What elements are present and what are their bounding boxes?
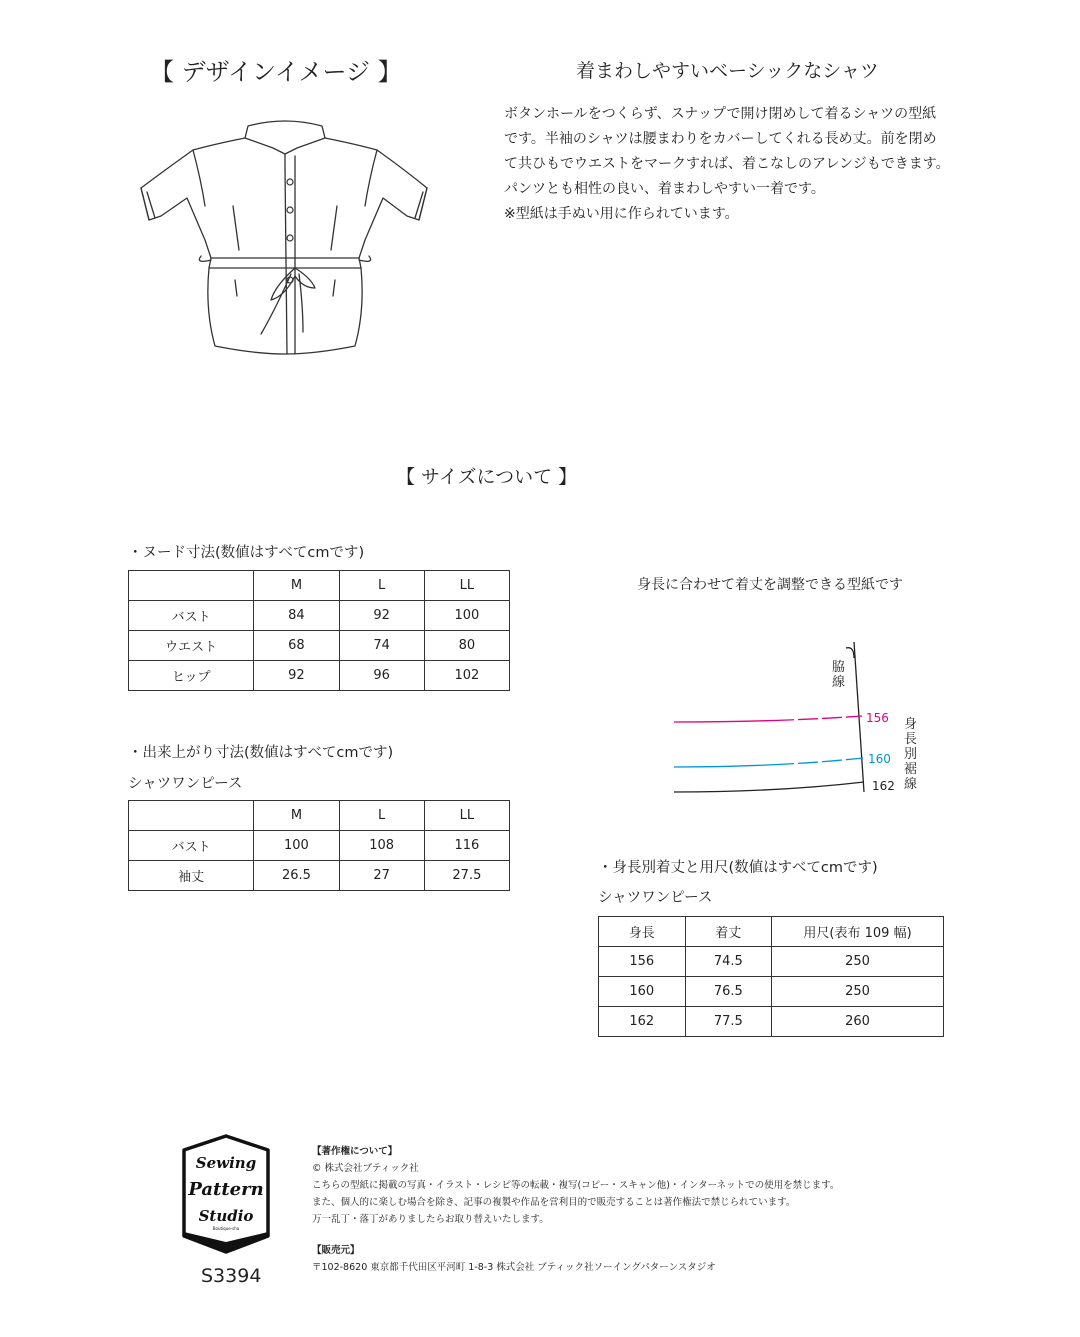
nude-table — [128, 570, 510, 691]
table-cell: M — [254, 571, 339, 601]
table-cell: 80 — [424, 631, 509, 661]
description-line: です。半袖のシャツは腰まわりをカバーしてくれる長め丈。前を閉め — [504, 131, 937, 147]
copyright-line: © 株式会社ブティック社 — [312, 1163, 419, 1174]
seller-line: 〒102-8620 東京都千代田区平河町 1-8-3 株式会社 ブティック社ソーイングパターンスタジオ — [312, 1262, 716, 1273]
size-heading: 【 サイズについて 】 — [396, 466, 578, 488]
table-cell: 92 — [339, 601, 424, 631]
table-cell: 着丈 — [685, 917, 772, 947]
finished-label: ・出来上がり寸法(数値はすべてcmです) — [128, 745, 394, 761]
sewing-pattern-studio-logo — [180, 1134, 272, 1254]
table-row — [129, 601, 510, 631]
table-cell — [129, 571, 254, 601]
yardage-sublabel: シャツワンピース — [598, 890, 713, 906]
finished-sublabel: シャツワンピース — [128, 776, 243, 792]
seller-heading: 【販売元】 — [312, 1245, 360, 1256]
table-cell: 77.5 — [685, 1007, 772, 1037]
table-cell: 27.5 — [424, 861, 509, 891]
logo-line: Pattern — [188, 1179, 264, 1200]
footer — [312, 1143, 839, 1276]
table-row — [129, 631, 510, 661]
side-seam-label: 脇線 — [832, 660, 846, 690]
table-cell: M — [254, 801, 339, 831]
table-cell: 74 — [339, 631, 424, 661]
copyright-line: 万一乱丁・落丁がありましたらお取り替えいたします。 — [312, 1214, 549, 1225]
hem-line-160 — [674, 758, 863, 767]
table-cell: LL — [424, 571, 509, 601]
table-row — [129, 831, 510, 861]
table-row — [129, 661, 510, 691]
nude-label: ・ヌード寸法(数値はすべてcmです) — [128, 545, 365, 561]
copyright-line: また、個人的に楽しむ場合を除き、記事の複製や作品を営利目的で販売することは著作権法で禁じられています。 — [312, 1197, 796, 1208]
table-cell: 156 — [599, 947, 686, 977]
table-cell: 用尺(表布 109 幅) — [772, 917, 944, 947]
hem-label: 身長別裾線 — [904, 717, 918, 792]
hem-label-156: 156 — [866, 711, 889, 725]
description-line: て共ひもでウエストをマークすれば、着こなしのアレンジもできます。 — [504, 156, 950, 172]
table-cell: 74.5 — [685, 947, 772, 977]
table-cell: 26.5 — [254, 861, 339, 891]
table-cell: LL — [424, 801, 509, 831]
table-cell: 96 — [339, 661, 424, 691]
table-cell: 160 — [599, 977, 686, 1007]
design-tagline: 着まわしやすいベーシックなシャツ — [576, 60, 879, 82]
table-cell: ヒップ — [129, 661, 254, 691]
logo-line: Sewing — [195, 1154, 257, 1172]
table-cell: 100 — [424, 601, 509, 631]
description-line: ボタンホールをつくらず、スナップで開け閉めして着るシャツの型紙 — [504, 106, 937, 122]
copyright-heading: 【著作権について】 — [312, 1146, 398, 1157]
table-cell: バスト — [129, 831, 254, 861]
table-cell: L — [339, 571, 424, 601]
table-cell: 102 — [424, 661, 509, 691]
hem-line-156 — [674, 716, 862, 722]
table-cell: 身長 — [599, 917, 686, 947]
table-row — [129, 861, 510, 891]
yardage-table — [598, 916, 944, 1037]
table-cell: 116 — [424, 831, 509, 861]
description-line: ※型紙は手ぬい用に作られています。 — [504, 206, 739, 222]
table-row — [599, 977, 944, 1007]
hem-label-162: 162 — [872, 779, 895, 793]
table-cell: ウエスト — [129, 631, 254, 661]
side-seam-pointer — [846, 648, 854, 658]
table-cell: 250 — [772, 977, 944, 1007]
table-header-row — [129, 571, 510, 601]
table-cell: 68 — [254, 631, 339, 661]
shirt-illustration — [135, 110, 435, 370]
table-header-row — [129, 801, 510, 831]
hem-line-162 — [674, 782, 864, 792]
table-cell — [129, 801, 254, 831]
table-cell: L — [339, 801, 424, 831]
logo-line: Studio — [198, 1207, 254, 1225]
table-cell: 260 — [772, 1007, 944, 1037]
table-cell: 84 — [254, 601, 339, 631]
logo-small-text: Boutique-sha — [212, 1226, 240, 1231]
product-code: S3394 — [201, 1265, 262, 1287]
design-heading: 【 デザインイメージ 】 — [150, 58, 402, 86]
yardage-label: ・身長別着丈と用尺(数値はすべてcmです) — [598, 860, 878, 876]
table-cell: 162 — [599, 1007, 686, 1037]
table-cell: 76.5 — [685, 977, 772, 1007]
table-cell: バスト — [129, 601, 254, 631]
table-cell: 27 — [339, 861, 424, 891]
design-description — [504, 102, 974, 227]
table-cell: 250 — [772, 947, 944, 977]
table-cell: 100 — [254, 831, 339, 861]
table-row — [599, 1007, 944, 1037]
copyright-line: こちらの型紙に掲載の写真・イラスト・レシピ等の転載・複写(コピー・スキャン他)・インターネットでの使用を禁じます。 — [312, 1180, 840, 1191]
table-cell: 92 — [254, 661, 339, 691]
table-header-row — [599, 917, 944, 947]
finished-table — [128, 800, 510, 891]
table-row — [599, 947, 944, 977]
table-cell: 108 — [339, 831, 424, 861]
table-cell: 袖丈 — [129, 861, 254, 891]
hem-label-160: 160 — [868, 752, 891, 766]
description-line: パンツとも相性の良い、着まわしやすい一着です。 — [504, 181, 825, 197]
hem-diagram-caption: 身長に合わせて着丈を調整できる型紙です — [637, 577, 903, 593]
